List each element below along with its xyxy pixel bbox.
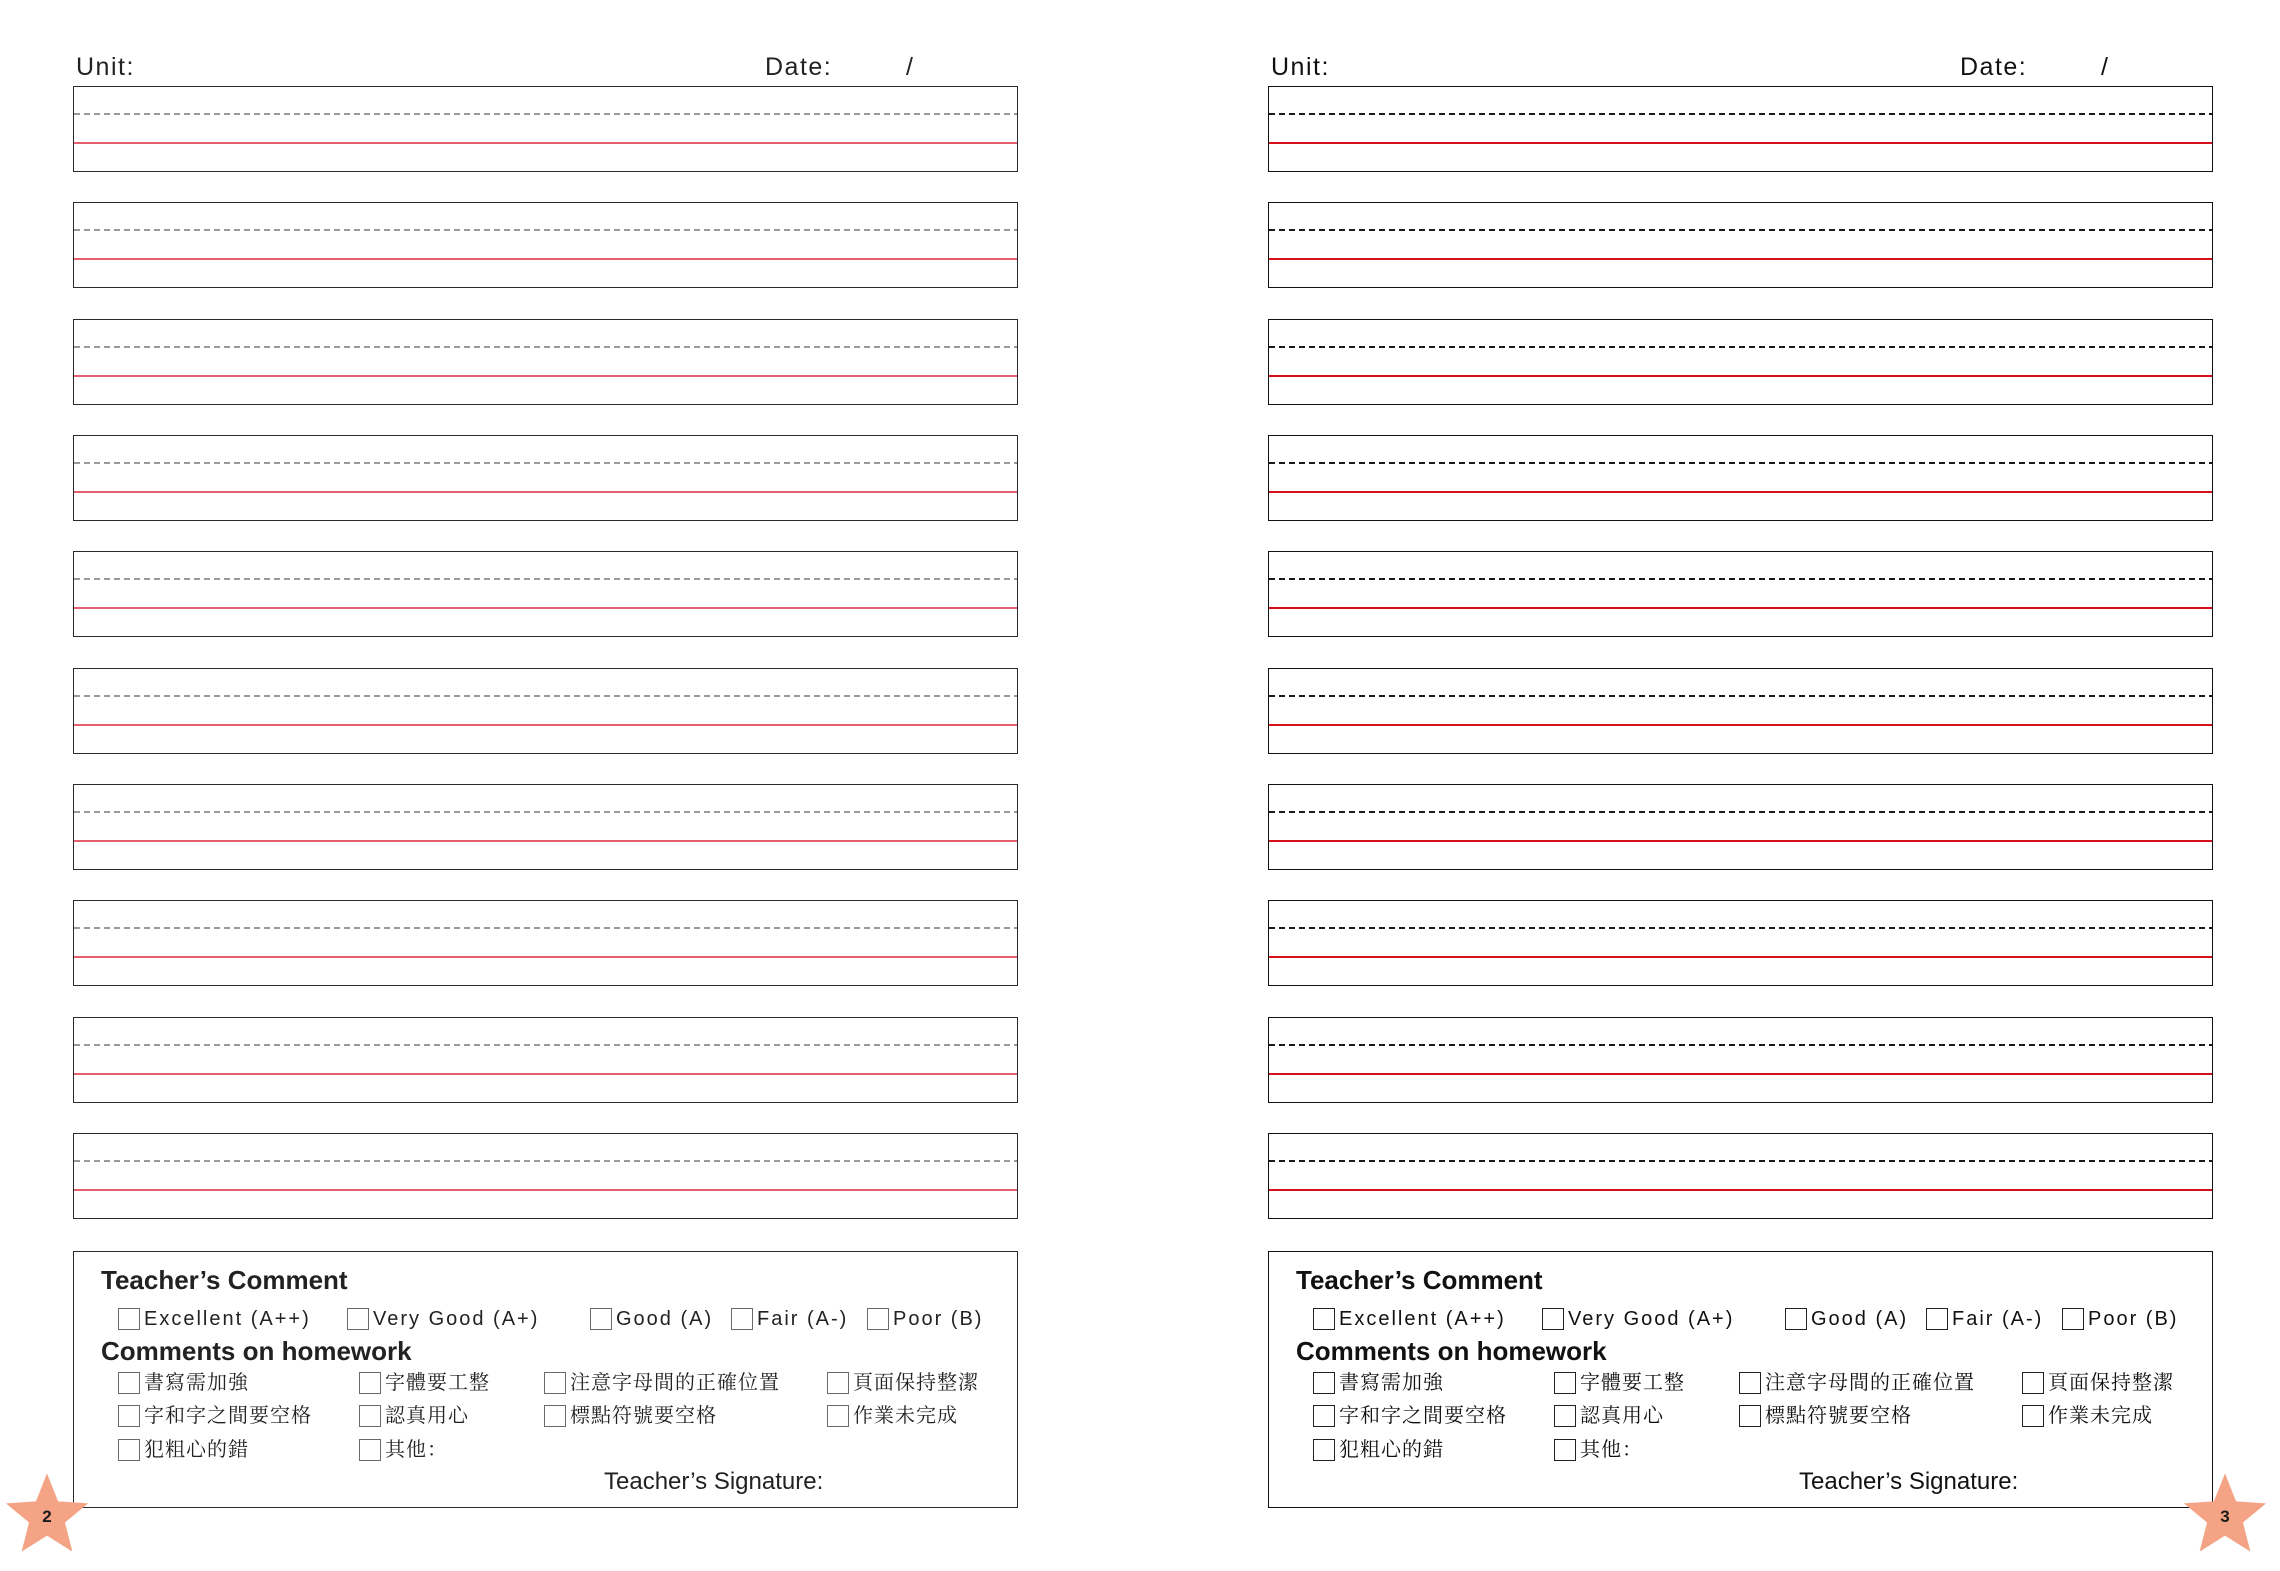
homework-label: 其他： (385, 1439, 448, 1461)
red-guide-line (1269, 724, 2212, 726)
teacher-signature-label: Teacher’s Signature: (604, 1468, 824, 1495)
teacher-comment-title: Teacher’s Comment (1296, 1265, 1543, 1295)
teacher-comment-title: Teacher’s Comment (101, 1265, 348, 1295)
checkbox[interactable] (2022, 1405, 2044, 1427)
homework-label: 字體要工整 (1580, 1372, 1685, 1394)
teacher-signature-label: Teacher’s Signature: (1799, 1468, 2019, 1495)
writing-box (73, 1133, 1018, 1219)
rating-label: Poor (B) (893, 1308, 984, 1330)
homework-label: 頁面保持整潔 (853, 1372, 979, 1394)
dashed-midline (74, 229, 1017, 231)
homework-option[interactable] (118, 1372, 249, 1394)
red-guide-line (74, 1073, 1017, 1075)
homework-comments-title: Comments on homework (101, 1336, 412, 1366)
dashed-midline (74, 113, 1017, 115)
writing-box (73, 551, 1018, 637)
red-guide-line (74, 607, 1017, 609)
homework-label: 注意字母間的正確位置 (570, 1372, 780, 1394)
checkbox[interactable] (359, 1439, 381, 1461)
checkbox[interactable] (1313, 1308, 1335, 1330)
checkbox[interactable] (2022, 1372, 2044, 1394)
red-guide-line (74, 724, 1017, 726)
rating-label: Good (A) (1811, 1308, 1909, 1330)
homework-label: 書寫需加強 (144, 1372, 249, 1394)
writing-box (73, 435, 1018, 521)
homework-label: 注意字母間的正確位置 (1765, 1372, 1975, 1394)
homework-option[interactable] (2022, 1405, 2153, 1427)
red-guide-line (74, 840, 1017, 842)
dashed-midline (1269, 1160, 2212, 1162)
rating-label: Excellent (A++) (1339, 1308, 1506, 1330)
red-guide-line (74, 491, 1017, 493)
rating-label: Fair (A-) (757, 1308, 849, 1330)
writing-box (1268, 1133, 2213, 1219)
writing-box (73, 900, 1018, 986)
checkbox[interactable] (1926, 1308, 1948, 1330)
red-guide-line (74, 258, 1017, 260)
writing-box (1268, 319, 2213, 405)
red-guide-line (74, 1189, 1017, 1191)
checkbox[interactable] (359, 1372, 381, 1394)
homework-option[interactable] (1739, 1372, 1975, 1394)
checkbox[interactable] (1739, 1405, 1761, 1427)
checkbox[interactable] (1313, 1405, 1335, 1427)
checkbox[interactable] (118, 1372, 140, 1394)
date-separator: / (906, 53, 915, 81)
homework-option[interactable] (1313, 1405, 1507, 1427)
writing-box (1268, 202, 2213, 288)
homework-label: 作業未完成 (2048, 1405, 2153, 1427)
writing-box (1268, 551, 2213, 637)
checkbox[interactable] (544, 1405, 566, 1427)
dashed-midline (1269, 811, 2212, 813)
red-guide-line (74, 375, 1017, 377)
writing-box (1268, 668, 2213, 754)
red-guide-line (1269, 142, 2212, 144)
homework-label: 字和字之間要空格 (1339, 1405, 1507, 1427)
red-guide-line (1269, 491, 2212, 493)
dashed-midline (74, 695, 1017, 697)
rating-label: Very Good (A+) (373, 1308, 540, 1330)
writing-box (73, 668, 1018, 754)
homework-label: 字體要工整 (385, 1372, 490, 1394)
writing-box (1268, 1017, 2213, 1103)
checkbox[interactable] (1554, 1372, 1576, 1394)
homework-option[interactable] (1554, 1372, 1685, 1394)
red-guide-line (1269, 375, 2212, 377)
homework-option[interactable] (544, 1405, 717, 1427)
homework-label: 書寫需加強 (1339, 1372, 1444, 1394)
homework-label: 標點符號要空格 (1765, 1405, 1912, 1427)
red-guide-line (1269, 840, 2212, 842)
red-guide-line (1269, 607, 2212, 609)
writing-box (73, 319, 1018, 405)
unit-label: Unit: (1271, 53, 1330, 81)
rating-option[interactable] (867, 1308, 983, 1330)
writing-box (73, 784, 1018, 870)
dashed-midline (74, 462, 1017, 464)
dashed-midline (1269, 695, 2212, 697)
writing-box (1268, 86, 2213, 172)
checkbox[interactable] (590, 1308, 612, 1330)
checkbox[interactable] (827, 1405, 849, 1427)
homework-label: 其他： (1580, 1439, 1643, 1461)
red-guide-line (1269, 258, 2212, 260)
rating-label: Good (A) (616, 1308, 714, 1330)
dashed-midline (74, 1044, 1017, 1046)
rating-option[interactable] (1313, 1308, 1506, 1330)
checkbox[interactable] (1554, 1439, 1576, 1461)
dashed-midline (74, 346, 1017, 348)
rating-option[interactable] (2062, 1308, 2178, 1330)
checkbox[interactable] (359, 1405, 381, 1427)
checkbox[interactable] (1313, 1372, 1335, 1394)
dashed-midline (1269, 578, 2212, 580)
checkbox[interactable] (1739, 1372, 1761, 1394)
writing-box (73, 202, 1018, 288)
teacher-comment-box (73, 1251, 1018, 1508)
homework-label: 標點符號要空格 (570, 1405, 717, 1427)
homework-label: 認真用心 (1580, 1405, 1664, 1427)
checkbox[interactable] (1313, 1439, 1335, 1461)
rating-option[interactable] (1542, 1308, 1734, 1330)
page-number: 2 (42, 1507, 52, 1526)
teacher-comment-box (1268, 1251, 2213, 1508)
homework-option[interactable] (359, 1372, 490, 1394)
homework-option[interactable] (359, 1405, 469, 1427)
homework-option[interactable] (1739, 1405, 1912, 1427)
checkbox[interactable] (867, 1308, 889, 1330)
checkbox[interactable] (118, 1405, 140, 1427)
dashed-midline (74, 1160, 1017, 1162)
dashed-midline (74, 927, 1017, 929)
homework-option[interactable] (118, 1405, 312, 1427)
worksheet-page (0, 0, 1080, 1571)
dashed-midline (74, 578, 1017, 580)
rating-option[interactable] (118, 1308, 311, 1330)
checkbox[interactable] (1785, 1308, 1807, 1330)
homework-label: 頁面保持整潔 (2048, 1372, 2174, 1394)
red-guide-line (1269, 1073, 2212, 1075)
homework-option[interactable] (827, 1405, 958, 1427)
writing-box (1268, 435, 2213, 521)
writing-box (73, 86, 1018, 172)
page-number-badge (2180, 1469, 2270, 1559)
rating-option[interactable] (347, 1308, 539, 1330)
homework-label: 作業未完成 (853, 1405, 958, 1427)
red-guide-line (1269, 1189, 2212, 1191)
homework-option[interactable] (1313, 1439, 1444, 1461)
checkbox[interactable] (731, 1308, 753, 1330)
checkbox[interactable] (827, 1372, 849, 1394)
dashed-midline (1269, 346, 2212, 348)
dashed-midline (74, 811, 1017, 813)
homework-option[interactable] (1554, 1405, 1664, 1427)
checkbox[interactable] (1542, 1308, 1564, 1330)
homework-option[interactable] (2022, 1372, 2174, 1394)
rating-label: Fair (A-) (1952, 1308, 2044, 1330)
red-guide-line (74, 956, 1017, 958)
page-number-badge (2, 1469, 92, 1559)
checkbox[interactable] (118, 1439, 140, 1461)
writing-box (1268, 900, 2213, 986)
checkbox[interactable] (347, 1308, 369, 1330)
checkbox[interactable] (544, 1372, 566, 1394)
dashed-midline (1269, 927, 2212, 929)
worksheet-page (1195, 0, 2275, 1571)
red-guide-line (1269, 956, 2212, 958)
unit-label: Unit: (76, 53, 135, 81)
rating-option[interactable] (590, 1308, 713, 1330)
dashed-midline (1269, 113, 2212, 115)
rating-option[interactable] (731, 1308, 848, 1330)
checkbox[interactable] (118, 1308, 140, 1330)
homework-option[interactable] (827, 1372, 979, 1394)
rating-option[interactable] (1785, 1308, 1908, 1330)
dashed-midline (1269, 462, 2212, 464)
date-separator: / (2101, 53, 2110, 81)
rating-label: Very Good (A+) (1568, 1308, 1735, 1330)
dashed-midline (1269, 229, 2212, 231)
homework-option[interactable] (544, 1372, 780, 1394)
rating-label: Excellent (A++) (144, 1308, 311, 1330)
rating-option[interactable] (1926, 1308, 2043, 1330)
homework-option[interactable] (118, 1439, 249, 1461)
homework-label: 犯粗心的錯 (1339, 1439, 1444, 1461)
date-label: Date: (765, 53, 833, 81)
date-label: Date: (1960, 53, 2028, 81)
homework-comments-title: Comments on homework (1296, 1336, 1607, 1366)
homework-option[interactable] (1313, 1372, 1444, 1394)
checkbox[interactable] (1554, 1405, 1576, 1427)
dashed-midline (1269, 1044, 2212, 1046)
homework-label: 字和字之間要空格 (144, 1405, 312, 1427)
writing-box (73, 1017, 1018, 1103)
page-number: 3 (2220, 1507, 2230, 1526)
writing-box (1268, 784, 2213, 870)
rating-label: Poor (B) (2088, 1308, 2179, 1330)
red-guide-line (74, 142, 1017, 144)
checkbox[interactable] (2062, 1308, 2084, 1330)
homework-option[interactable] (1554, 1439, 1643, 1461)
homework-label: 認真用心 (385, 1405, 469, 1427)
homework-label: 犯粗心的錯 (144, 1439, 249, 1461)
homework-option[interactable] (359, 1439, 448, 1461)
